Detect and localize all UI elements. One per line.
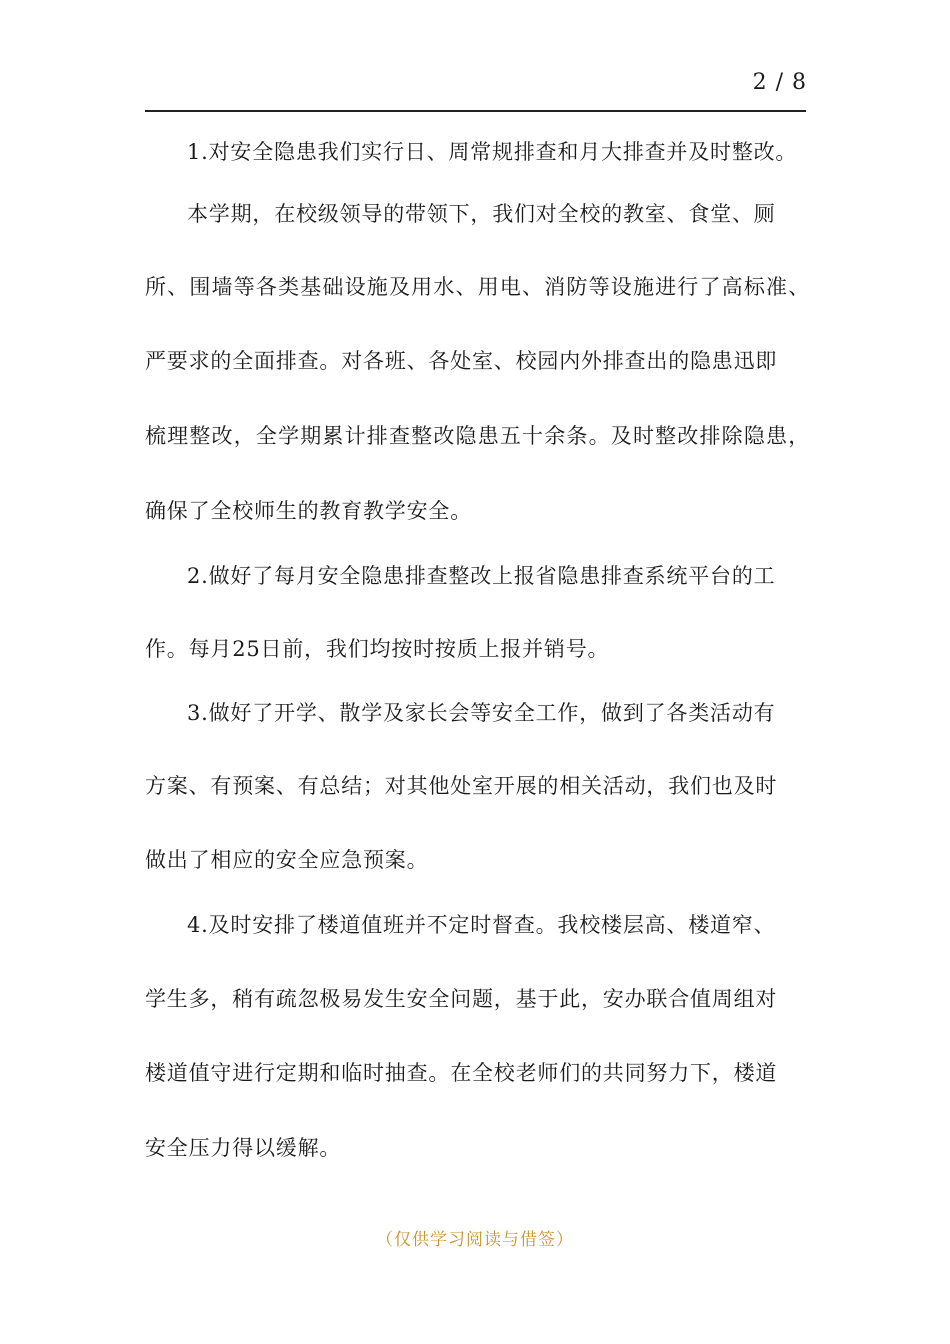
text-line: 学生多，稍有疏忽极易发生安全问题，基于此，安办联合值周组对 bbox=[145, 987, 778, 1011]
header-rule bbox=[145, 110, 806, 112]
text-line: 1.对安全隐患我们实行日、周常规排查和月大排查并及时整改。 bbox=[187, 140, 798, 164]
text-line: 做出了相应的安全应急预案。 bbox=[145, 848, 429, 872]
text-line: 方案、有预案、有总结；对其他处室开展的相关活动，我们也及时 bbox=[145, 774, 778, 798]
text-line: 安全压力得以缓解。 bbox=[145, 1136, 342, 1160]
text-line: 所、围墙等各类基础设施及用水、用电、消防等设施进行了高标准、 bbox=[145, 275, 810, 299]
text-line: 作。每月25日前，我们均按时按质上报并销号。 bbox=[145, 637, 610, 661]
text-line: 确保了全校师生的教育教学安全。 bbox=[145, 499, 472, 523]
text-line: 楼道值守进行定期和临时抽查。在全校老师们的共同努力下，楼道 bbox=[145, 1061, 778, 1085]
footer-note: （仅供学习阅读与借签） bbox=[376, 1230, 574, 1250]
text-line: 梳理整改，全学期累计排查整改隐患五十余条。及时整改排除隐患， bbox=[145, 424, 810, 448]
page-number: 2 / 8 bbox=[752, 70, 807, 95]
text-line: 4.及时安排了楼道值班并不定时督查。我校楼层高、楼道窄、 bbox=[187, 913, 776, 937]
text-line: 严要求的全面排查。对各班、各处室、校园内外排查出的隐患迅即 bbox=[145, 349, 778, 373]
text-line: 本学期，在校级领导的带领下，我们对全校的教室、食堂、厕 bbox=[187, 202, 776, 226]
text-line: 2.做好了每月安全隐患排查整改上报省隐患排查系统平台的工 bbox=[187, 564, 776, 588]
text-line: 3.做好了开学、散学及家长会等安全工作，做到了各类活动有 bbox=[187, 701, 776, 725]
